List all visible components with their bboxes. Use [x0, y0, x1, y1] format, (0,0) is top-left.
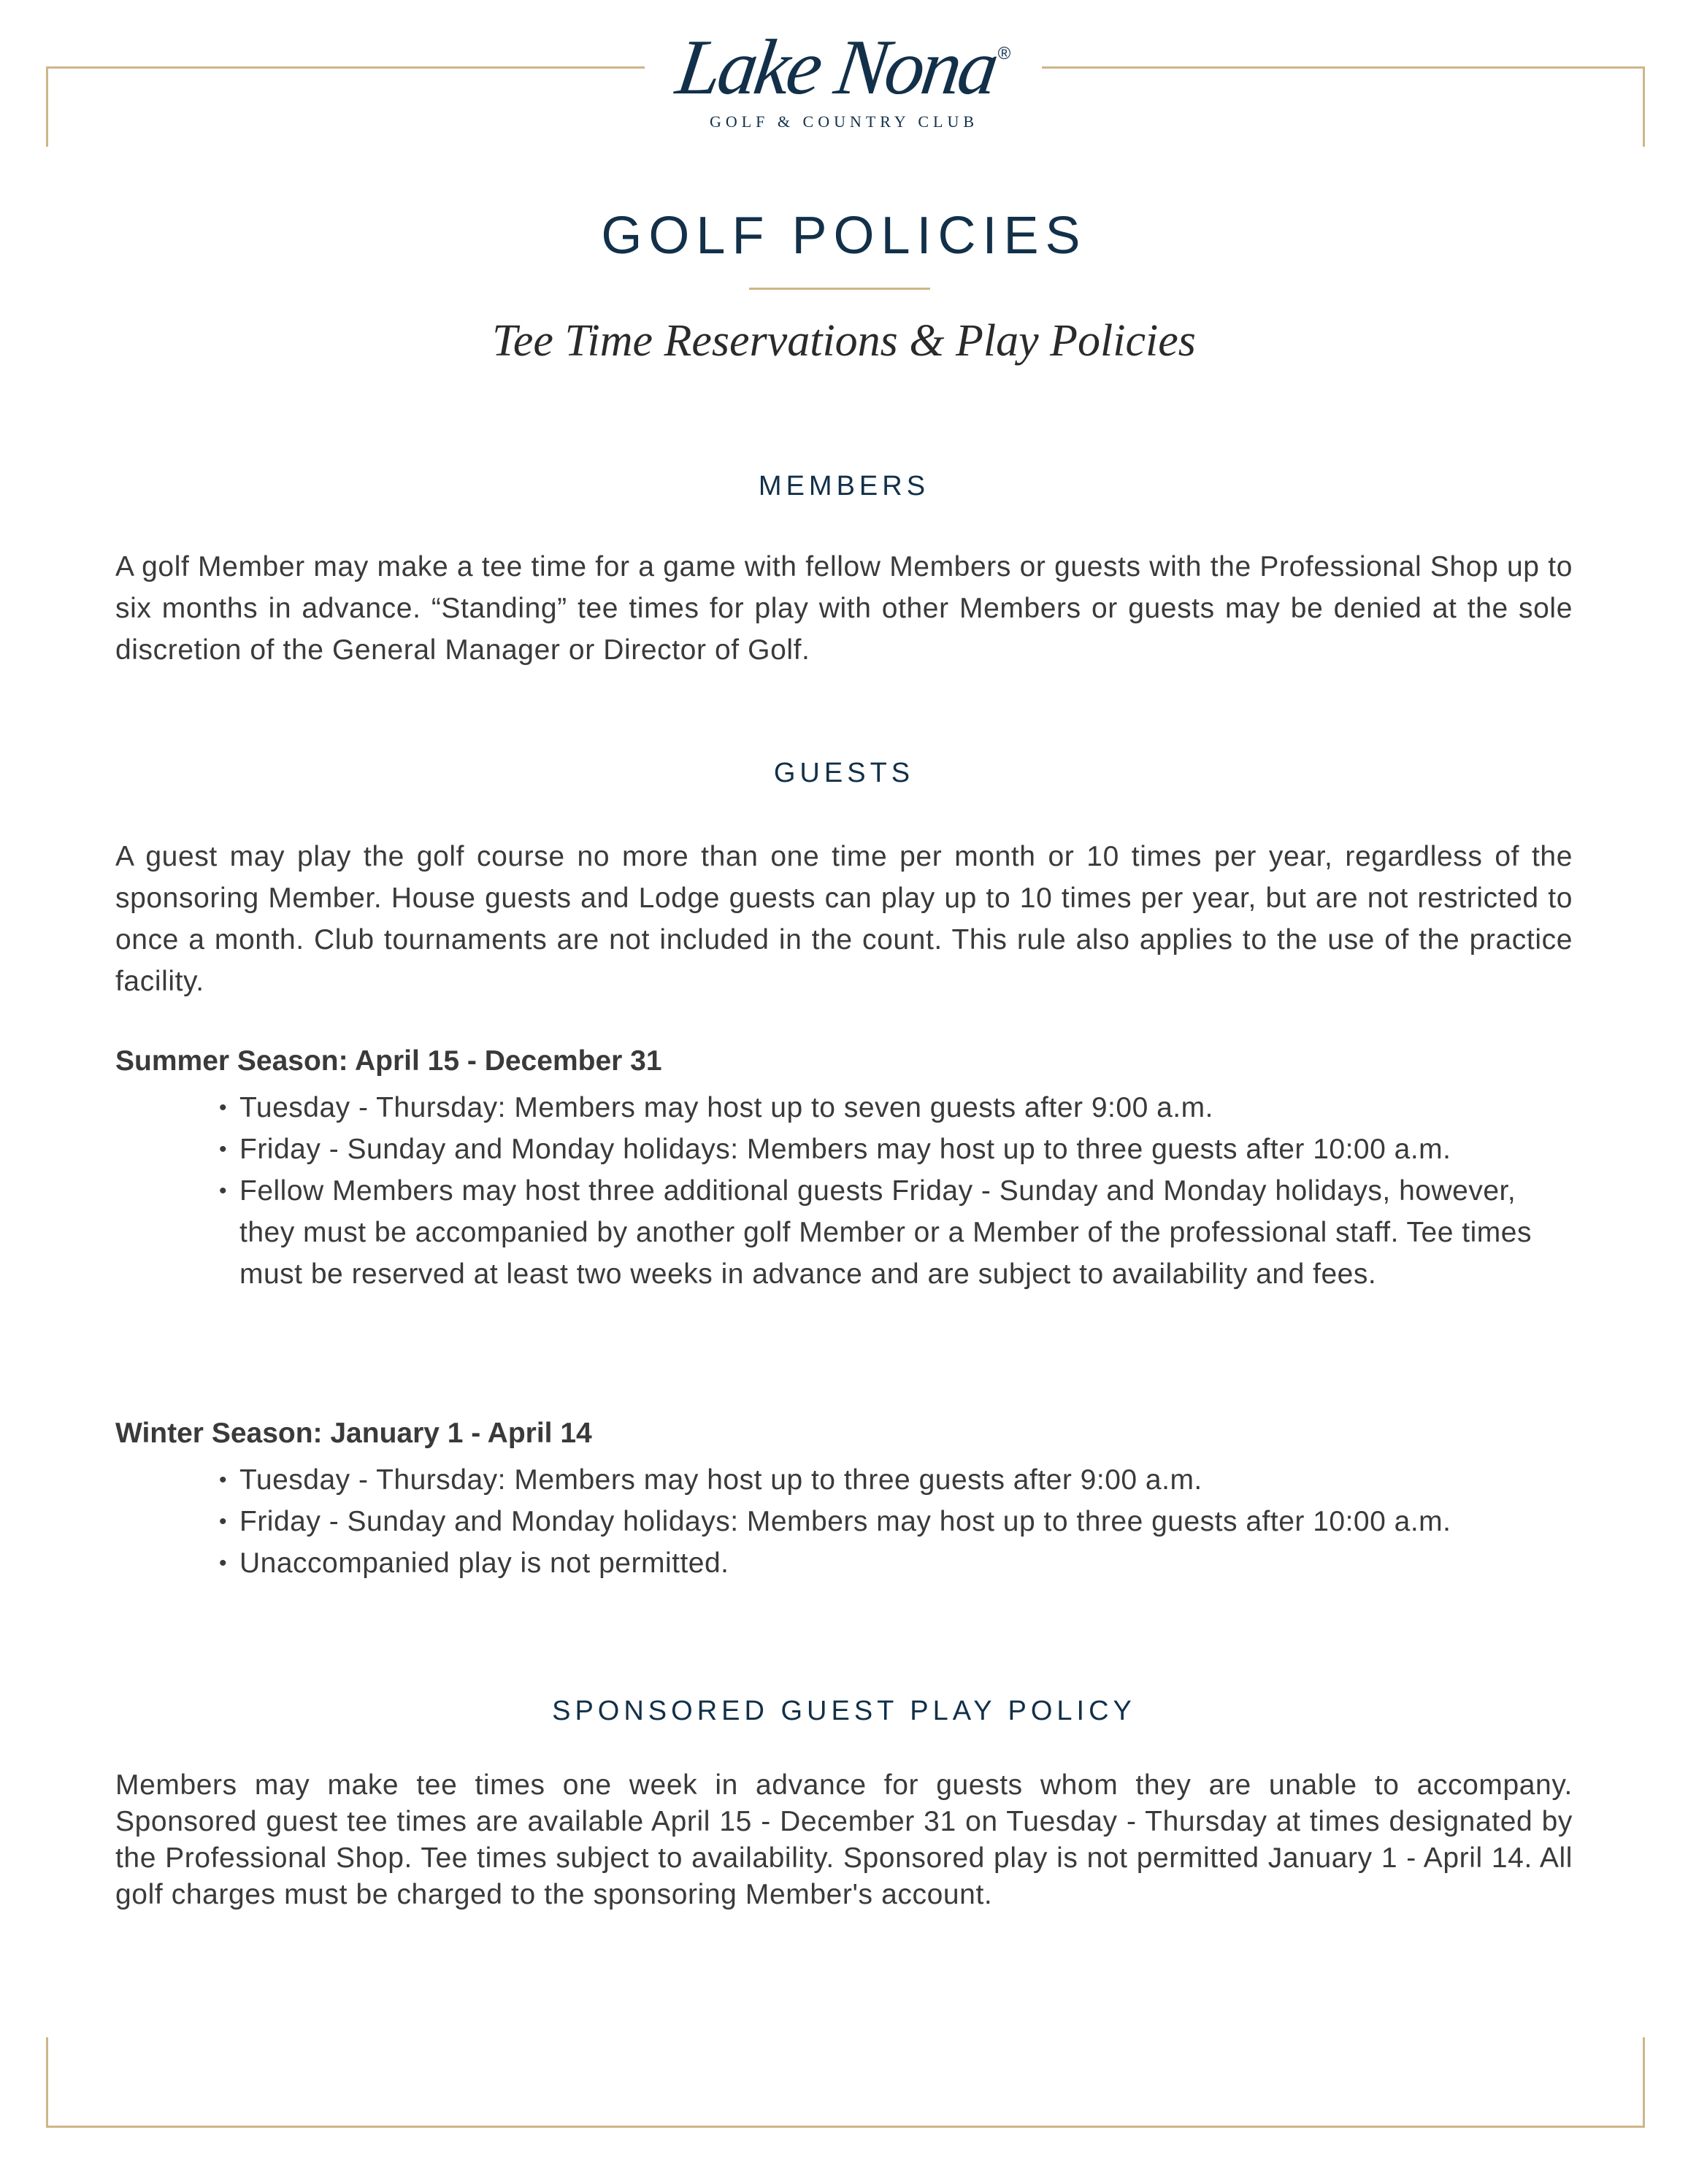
winter-season-list: [219, 1459, 1554, 1584]
summer-season-list: [219, 1087, 1576, 1295]
logo-subtitle: GOLF & COUNTRY CLUB: [709, 112, 979, 131]
list-item-text: Tuesday - Thursday: Members may host up to seven guests after 9:00 a.m.: [239, 1092, 1213, 1123]
list-item: [219, 1459, 1554, 1501]
list-item-text: Friday - Sunday and Monday holidays: Members may host up to three guests after 10:00 a.m.: [239, 1134, 1451, 1165]
summer-season-heading: Summer Season: April 15 - December 31: [115, 1045, 662, 1077]
frame-left-bottom-corner: [46, 2037, 48, 2128]
list-item-text: Tuesday - Thursday: Members may host up to three guests after 9:00 a.m.: [239, 1464, 1202, 1496]
list-item: [219, 1170, 1576, 1295]
registered-mark: ®: [997, 44, 1011, 64]
list-item: [219, 1087, 1554, 1128]
guests-text: A guest may play the golf course no more than one time per month or 10 times per year, regardless of the sponsoring Member. House guests and Lodge guests can play up to 10 times per year, but are not restricted to once a month. Club tournaments are not included in the count. This rule also applies to the use of the practice facility.: [115, 841, 1573, 997]
club-logo: [0, 24, 1688, 131]
title-divider: [749, 288, 930, 290]
bullet-icon: •: [219, 1096, 228, 1120]
bullet-icon: •: [219, 1510, 228, 1534]
sponsored-text: Members may make tee times one week in advance for guests whom they are unable to accompany. Sponsored guest tee times are available April 15 - December 31 on Tuesday - Thursday at times designated by the Professional Shop. Tee times subject to availability. Sponsored play is not permitted January 1 - April 14. All golf charges must be charged to the sponsoring Member's account.: [115, 1769, 1573, 1910]
page-title: GOLF POLICIES: [601, 207, 1087, 265]
list-item-text: Unaccompanied play is not permitted.: [239, 1547, 729, 1579]
list-item: [219, 1542, 1554, 1584]
bullet-icon: •: [219, 1179, 228, 1203]
winter-season-heading: Winter Season: January 1 - April 14: [115, 1418, 592, 1449]
list-item: [219, 1501, 1451, 1542]
bullet-icon: •: [219, 1551, 228, 1575]
list-item: [219, 1128, 1451, 1170]
list-item-text: Fellow Members may host three additional guests Friday - Sunday and Monday holidays, however, they must be accompanied by another golf Member or a Member of the professional staff. Tee times must be reserved at least two weeks in advance and are subject to availability and fees.: [239, 1175, 1532, 1290]
list-item-text: Friday - Sunday and Monday holidays: Members may host up to three guests after 10:00 a.m.: [239, 1506, 1451, 1537]
logo-wordmark: Lake Nona: [671, 24, 1002, 111]
guests-heading: GUESTS: [773, 758, 915, 788]
sponsored-heading: SPONSORED GUEST PLAY POLICY: [552, 1696, 1136, 1726]
bullet-icon: •: [219, 1468, 228, 1492]
bullet-icon: •: [219, 1137, 228, 1161]
page-subtitle: Tee Time Reservations & Play Policies: [492, 316, 1196, 366]
frame-right-bottom-corner: [1643, 2037, 1645, 2128]
members-heading: MEMBERS: [758, 471, 930, 501]
members-text: A golf Member may make a tee time for a game with fellow Members or guests with the Professional Shop up to six months in advance. “Standing” tee times for play with other Members or guests may be denied at the sole discretion of the General Manager or Director of Golf.: [115, 551, 1573, 666]
frame-bottom-line: [46, 2126, 1645, 2128]
